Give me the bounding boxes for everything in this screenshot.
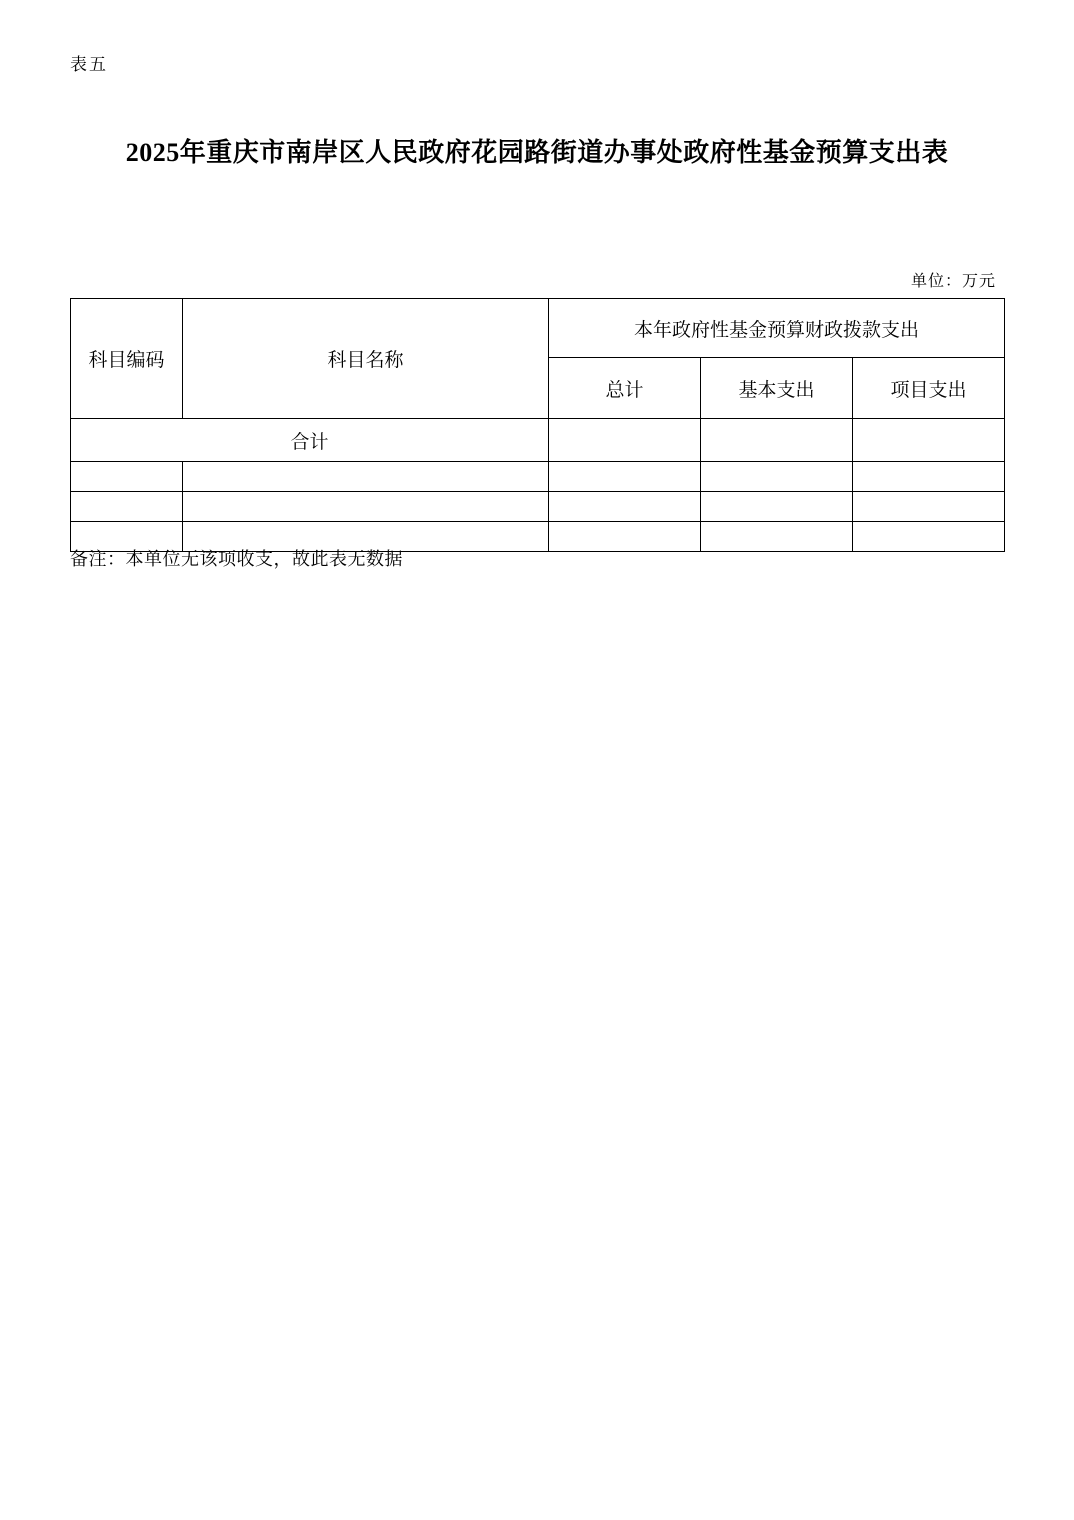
table-row: [71, 492, 1005, 522]
row-2-total: [549, 492, 701, 522]
header-cell-basic: 基本支出: [701, 358, 853, 419]
row-total-project: [853, 419, 1005, 462]
row-2-project: [853, 492, 1005, 522]
row-1-code: [71, 462, 183, 492]
row-3-project: [853, 522, 1005, 552]
row-1-project: [853, 462, 1005, 492]
page-title: 2025年重庆市南岸区人民政府花园路街道办事处政府性基金预算支出表: [125, 138, 949, 167]
form-number-label: 表五: [70, 55, 108, 75]
row-total-total: [549, 419, 701, 462]
remark-text: 备注：本单位无该项收支，故此表无数据: [70, 549, 403, 569]
header-cell-project: 项目支出: [853, 358, 1005, 419]
row-3-basic: [701, 522, 853, 552]
row-total-basic: [701, 419, 853, 462]
row-2-name: [183, 492, 549, 522]
row-3-total: [549, 522, 701, 552]
budget-table: [70, 298, 1005, 552]
table-row: [71, 419, 1005, 462]
header-cell-group: 本年政府性基金预算财政拨款支出: [549, 299, 1005, 358]
table-row: [71, 462, 1005, 492]
row-1-basic: [701, 462, 853, 492]
table-header-row-1: [71, 299, 1005, 358]
row-total-label: 合计: [71, 419, 549, 462]
row-1-total: [549, 462, 701, 492]
unit-note: 单位：万元: [910, 273, 996, 290]
row-2-code: [71, 492, 183, 522]
budget-table-wrapper: [70, 298, 1004, 552]
row-2-basic: [701, 492, 853, 522]
row-1-name: [183, 462, 549, 492]
header-cell-name: 科目名称: [183, 299, 549, 419]
header-cell-code: 科目编码: [71, 299, 183, 419]
header-cell-total: 总计: [549, 358, 701, 419]
